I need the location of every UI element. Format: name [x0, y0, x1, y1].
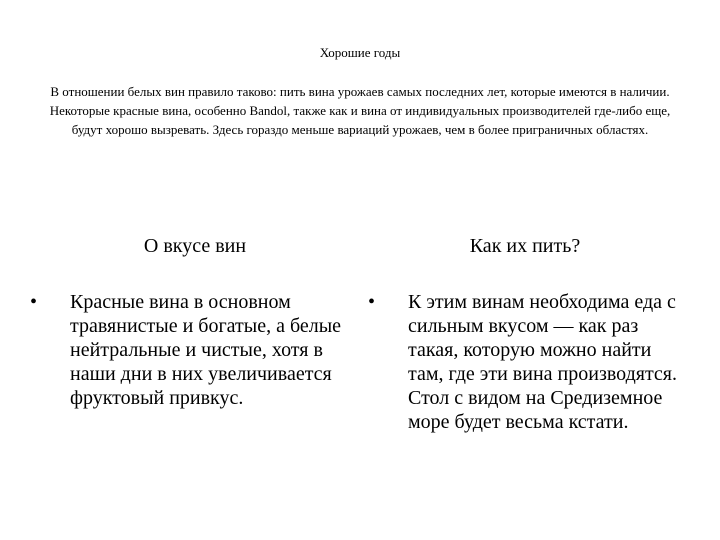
right-column-text: К этим винам необходима еда с сильным вкусом — как раз такая, которую можно найти там, где эти вина производятся. Стол с видом на Средиземное море будет весьма кстати. — [408, 291, 678, 433]
left-column-text: Красные вина в основном травянистые и богатые, а белые нейтральные и чистые, хотя в наши дни в них увеличивается фруктовый привкус. — [70, 291, 342, 409]
left-column-bullet — [30, 290, 350, 410]
bullet-marker: • — [368, 291, 376, 313]
right-column-heading: Как их пить? — [469, 235, 581, 257]
right-column-bullet — [368, 290, 678, 434]
bullet-marker: • — [30, 291, 38, 313]
intro-paragraph: В отношении белых вин правило таково: пить вина урожаев самых последних лет, которые имеются в наличии. Некоторые красные вина, особенно Bandol, также как и вина от индивидуальных производителей где-либо еще, будут хорошо вызревать. Здесь гораздо меньше вариаций урожаев, чем в более приграничных областях. — [49, 84, 671, 137]
left-column-heading: О вкусе вин — [143, 235, 247, 257]
slide-title: Хорошие годы — [319, 45, 401, 60]
